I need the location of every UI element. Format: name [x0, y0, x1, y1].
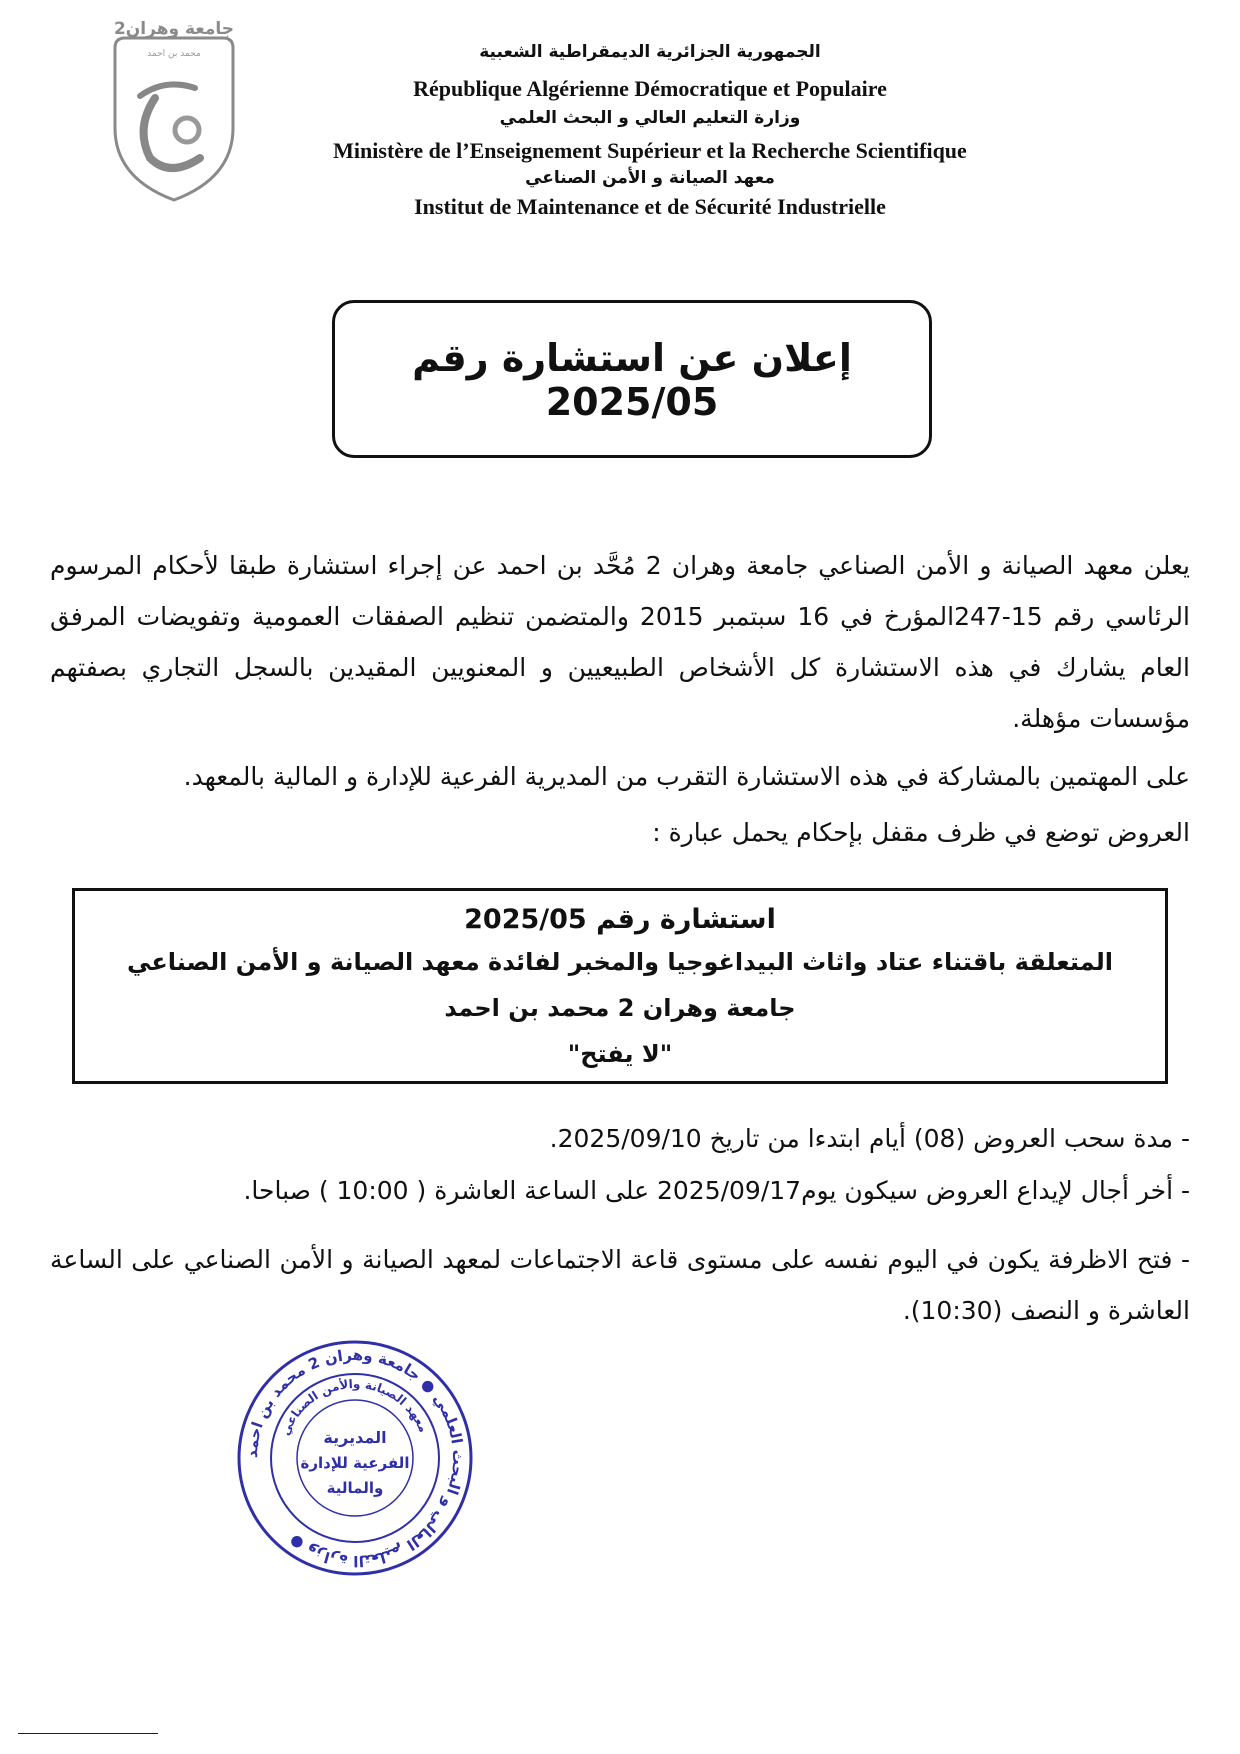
interested-parties-line: على المهتمين بالمشاركة في هذه الاستشارة التقرب من المديرية الفرعية للإدارة و المالية بالمعهد.: [183, 762, 1190, 791]
stamp-center-line-1: المديرية: [323, 1428, 387, 1447]
stamp-middle-text: معهد الصيانة والأمن الصناعي: [278, 1376, 431, 1438]
footer-rule: [18, 1733, 158, 1734]
logo-subtitle: محمد بن احمد: [147, 49, 201, 59]
stamp-center-line-3: والمالية: [326, 1479, 384, 1497]
logo-title: جامعة وهران2: [113, 19, 235, 39]
envelope-instruction-line: العروض توضع في ظرف مقفل بإحكام يحمل عبارة :: [652, 818, 1190, 847]
envelope-opening-paragraph: - فتح الاظرفة يكون في اليوم نفسه على مستوى قاعة الاجتماعات لمعهد الصيانة و الأمن الصناعي على الساعة العاشرة و النصف (10:30).: [50, 1245, 1190, 1325]
envelope-university: جامعة وهران 2 محمد بن احمد: [444, 994, 796, 1022]
university-logo: [95, 18, 245, 208]
header-republic-ar: الجمهورية الجزائرية الديمقراطية الشعبية: [479, 42, 821, 62]
stamp-outer-text: وزارة التعليم العالي و البحث العلمي ● جامعة وهران 2 محمد بن احمد ●: [242, 1345, 468, 1571]
header-ministry-ar: وزارة التعليم العالي و البحث العلمي: [499, 108, 801, 128]
announcement-paragraph: يعلن معهد الصيانة و الأمن الصناعي جامعة وهران 2 مُحَّد بن احمد عن إجراء استشارة طبقا لأحكام المرسوم الرئاسي رقم 15-247المؤرخ في 16 سبتمبر 2015 والمتضمن تنظيم الصفقات العمومية وتفويضات المرفق العام يشارك في هذه الاستشارة كل الأشخاص الطبيعيين و المعنويين المقيدين بالسجل التجاري بصفتهم مؤسسات مؤهلة.: [50, 551, 1191, 733]
stamp-center-line-2: الفرعية للإدارة: [300, 1454, 410, 1472]
header-institute-ar: معهد الصيانة و الأمن الصناعي: [525, 168, 775, 188]
envelope-subject: المتعلقة باقتناء عتاد واثاث البيداغوجيا والمخبر لفائدة معهد الصيانة و الأمن الصناعي: [127, 948, 1113, 976]
announcement-title: إعلان عن استشارة رقم 2025/05: [412, 336, 852, 424]
envelope-consultation-number: استشارة رقم 2025/05: [464, 904, 776, 935]
header-republic-fr: République Algérienne Démocratique et Populaire: [413, 76, 887, 101]
submission-deadline-line: - أخر أجال لإيداع العروض سيكون يوم2025/09/17 على الساعة العاشرة ( 10:00 ) صباحا.: [243, 1176, 1190, 1205]
withdrawal-duration-line: - مدة سحب العروض (08) أيام ابتدءا من تاريخ 2025/09/10.: [549, 1124, 1190, 1153]
header-ministry-fr: Ministère de l’Enseignement Supérieur et la Recherche Scientifique: [333, 138, 967, 163]
envelope-do-not-open: "لا يفتح": [567, 1040, 673, 1068]
official-stamp: [235, 1338, 475, 1578]
header-institute-fr: Institut de Maintenance et de Sécurité Industrielle: [414, 194, 886, 219]
